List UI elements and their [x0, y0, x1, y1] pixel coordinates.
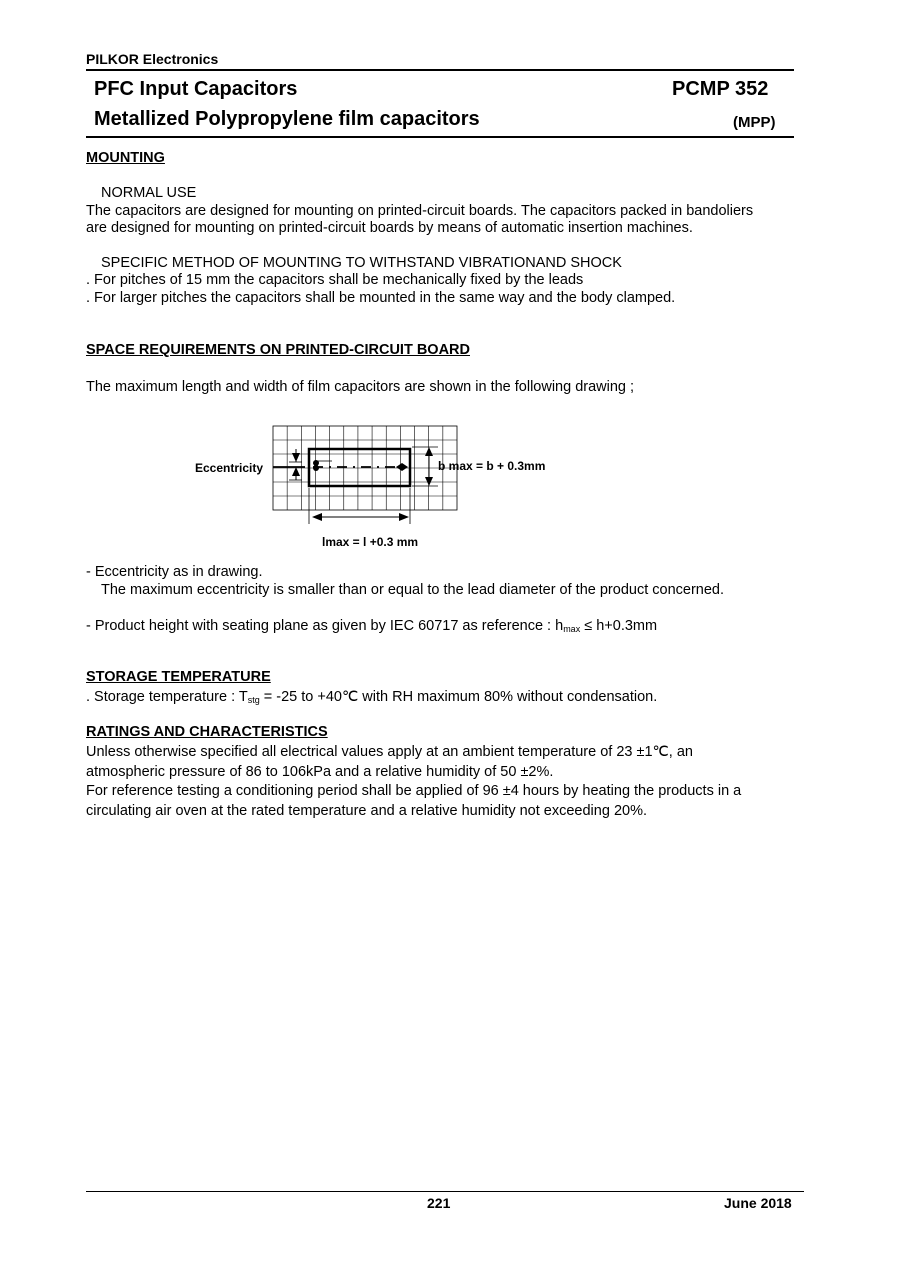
bmax-arrow-bottom [425, 477, 433, 486]
space-requirements-intro: The maximum length and width of film capacitors are shown in the following drawing ; [86, 379, 635, 395]
storage-temperature-heading: STORAGE TEMPERATURE [86, 669, 271, 685]
eccentricity-note-2: The maximum eccentricity is smaller than or equal to the lead diameter of the product concerned. [101, 582, 724, 598]
ratings-line-4: circulating air oven at the rated temperature and a relative humidity not exceeding 20%. [86, 803, 647, 819]
eccentricity-arrow-up [292, 467, 300, 476]
bmax-label: b max = b + 0.3mm [438, 459, 546, 473]
company-name: PILKOR Electronics [86, 51, 219, 67]
eccentricity-label: Eccentricity [195, 461, 264, 475]
normal-use-line-2: are designed for mounting on printed-circuit boards by means of automatic insertion machines. [86, 220, 693, 236]
specific-method-line-1: . For pitches of 15 mm the capacitors shall be mechanically fixed by the leads [86, 272, 584, 288]
storage-temperature-line: . Storage temperature : $T_{stg} = -25$ to +40℃ with RH maximum 80% without condensation. [86, 689, 658, 705]
eccentricity-note-1: - Eccentricity as in drawing. [86, 564, 263, 580]
document-subtitle: Metallized Polypropylene film capacitors [94, 108, 480, 130]
bmax-arrow-top [425, 447, 433, 456]
lead-marker-right [396, 463, 408, 471]
product-height-note: - Product height with seating plane as given by IEC 60717 as reference : $h_{max} \le h+0.3mm$ [86, 618, 658, 634]
lmax-arrow-left [312, 513, 322, 521]
model-number: PCMP 352 [672, 78, 769, 100]
ratings-heading: RATINGS AND CHARACTERISTICS [86, 724, 328, 740]
normal-use-title: NORMAL USE [101, 185, 197, 201]
document-title: PFC Input Capacitors [94, 78, 298, 100]
page-number: 221 [427, 1195, 451, 1211]
lmax-label: lmax = l +0.3 mm [322, 535, 419, 549]
specific-method-line-2: . For larger pitches the capacitors shall be mounted in the same way and the body clamped. [86, 290, 676, 306]
specific-method-title: SPECIFIC METHOD OF MOUNTING TO WITHSTAND VIBRATIONAND SHOCK [101, 255, 622, 271]
eccentricity-arrow-down [292, 453, 300, 462]
normal-use-line-1: The capacitors are designed for mounting on printed-circuit boards. The capacitors packed in bandoliers [86, 203, 754, 219]
ratings-line-3: For reference testing a conditioning period shall be applied of 96 ±4 hours by heating the products in a [86, 783, 742, 799]
mounting-heading: MOUNTING [86, 150, 165, 166]
space-requirements-heading: SPACE REQUIREMENTS ON PRINTED-CIRCUIT BOARD [86, 342, 470, 358]
ratings-line-1: Unless otherwise specified all electrical values apply at an ambient temperature of 23 ±1℃, an [86, 744, 693, 760]
pcb-space-diagram [0, 0, 900, 560]
lmax-arrow-right [399, 513, 409, 521]
ratings-line-2: atmospheric pressure of 86 to 106kPa and a relative humidity of 50 ±2%. [86, 764, 554, 780]
type-code: (MPP) [733, 114, 776, 131]
footer-rule [86, 1191, 804, 1192]
lead-marker-left-2 [313, 465, 319, 471]
document-date: June 2018 [724, 1195, 792, 1211]
